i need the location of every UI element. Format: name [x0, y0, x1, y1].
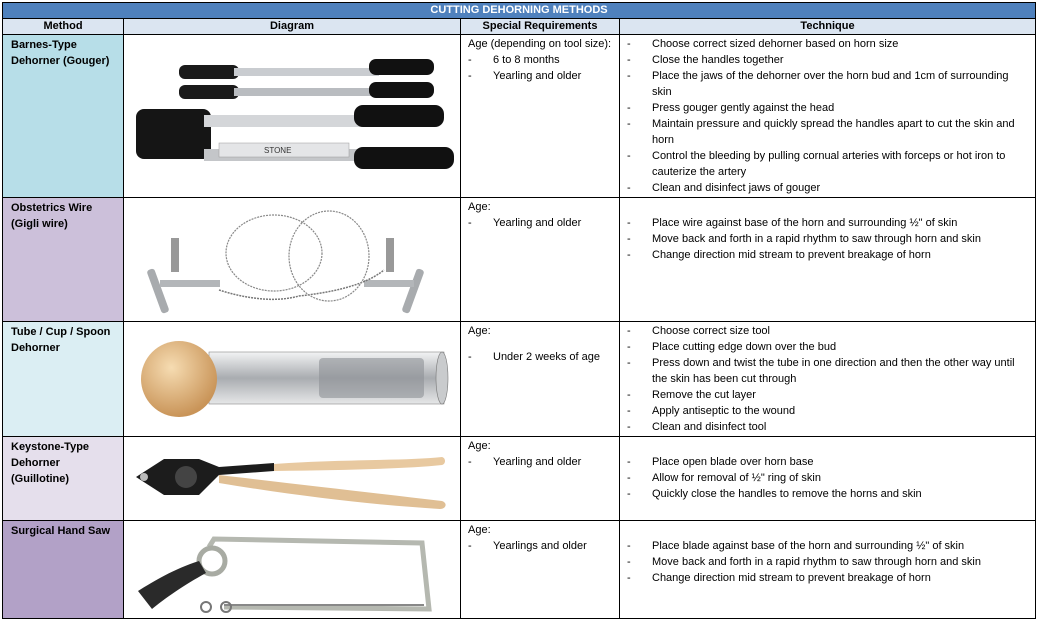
tube-dehorner-image: [124, 322, 461, 437]
requirements-cell: [461, 322, 620, 437]
keystone-dehorner-image: [124, 437, 461, 521]
method-cell: Barnes-Type Dehorner (Gouger): [3, 35, 124, 198]
technique-item: - Quickly close the handles to remove the horns and skin: [627, 488, 922, 500]
method-cell: Keystone-Type Dehorner (Guillotine): [3, 437, 124, 521]
technique-item: - Place blade against base of the horn and surrounding ½" of skin: [627, 540, 965, 552]
technique-item: - Move back and forth in a rapid rhythm to saw through horn and skin: [627, 556, 981, 568]
req-item: - Yearling and older: [468, 70, 582, 82]
header-method: Method: [3, 19, 124, 35]
technique-cell: [620, 437, 1036, 521]
table-row: [3, 437, 1036, 521]
technique-item: - Control the bleeding by pulling cornual arteries with forceps or hot iron to cauterize the artery: [627, 150, 1006, 178]
technique-item: - Choose correct size tool: [627, 325, 770, 337]
table-row: [3, 521, 1036, 619]
technique-item: - Press gouger gently against the head: [627, 102, 835, 114]
method-cell: Tube / Cup / Spoon Dehorner: [3, 322, 124, 437]
req-item: - 6 to 8 months: [468, 54, 560, 66]
table-row: [3, 198, 1036, 322]
table-title: CUTTING DEHORNING METHODS: [3, 3, 1036, 19]
req-label: Age:: [468, 440, 491, 452]
diagram-cell: [124, 521, 461, 619]
header-row: [3, 19, 1036, 35]
req-label: Age:: [468, 201, 491, 213]
technique-cell: [620, 35, 1036, 198]
technique-item: - Apply antiseptic to the wound: [627, 405, 796, 417]
header-technique: Technique: [620, 19, 1036, 35]
diagram-cell: [124, 322, 461, 437]
req-item: - Yearlings and older: [468, 540, 587, 552]
technique-item: - Place the jaws of the dehorner over the horn bud and 1cm of surrounding skin: [627, 70, 1009, 98]
requirements-cell: [461, 35, 620, 198]
technique-item: - Close the handles together: [627, 54, 784, 66]
technique-item: - Allow for removal of ½" ring of skin: [627, 472, 821, 484]
stone-label: STONE: [264, 146, 292, 155]
technique-cell: [620, 198, 1036, 322]
technique-item: - Place wire against base of the horn and surrounding ½" of skin: [627, 217, 958, 229]
technique-item: - Maintain pressure and quickly spread the handles apart to cut the skin and horn: [627, 118, 1015, 146]
technique-item: - Place open blade over horn base: [627, 456, 814, 468]
req-item: - Yearling and older: [468, 456, 582, 468]
requirements-cell: [461, 521, 620, 619]
requirements-cell: [461, 437, 620, 521]
req-label: Age:: [468, 325, 491, 337]
technique-item: - Choose correct sized dehorner based on horn size: [627, 38, 899, 50]
technique-item: - Clean and disinfect tool: [627, 421, 767, 433]
diagram-cell: [124, 437, 461, 521]
hand-saw-image: [124, 521, 461, 619]
technique-item: - Place cutting edge down over the bud: [627, 341, 837, 353]
technique-item: - Press down and twist the tube in one direction and then the other way until the skin has been cut through: [627, 357, 1015, 385]
technique-cell: [620, 322, 1036, 437]
barnes-dehorner-image: [124, 35, 461, 198]
dehorning-table: [2, 2, 1036, 619]
diagram-cell: [124, 35, 461, 198]
method-cell: Surgical Hand Saw: [3, 521, 124, 619]
table-title-row: [3, 3, 1036, 19]
technique-item: - Change direction mid stream to prevent breakage of horn: [627, 249, 931, 261]
req-item: - Yearling and older: [468, 217, 582, 229]
table-row: [3, 35, 1036, 198]
technique-item: - Clean and disinfect jaws of gouger: [627, 182, 821, 194]
technique-item: - Move back and forth in a rapid rhythm to saw through horn and skin: [627, 233, 981, 245]
method-cell: Obstetrics Wire (Gigli wire): [3, 198, 124, 322]
header-requirements: Special Requirements: [461, 19, 620, 35]
technique-item: - Remove the cut layer: [627, 389, 756, 401]
req-label: Age:: [468, 524, 491, 536]
req-item: - Under 2 weeks of age: [468, 351, 601, 363]
technique-cell: [620, 521, 1036, 619]
diagram-cell: [124, 198, 461, 322]
table-row: [3, 322, 1036, 437]
header-diagram: Diagram: [124, 19, 461, 35]
gigli-wire-image: [124, 198, 461, 322]
technique-item: - Change direction mid stream to prevent breakage of horn: [627, 572, 931, 584]
req-label: Age (depending on tool size):: [468, 38, 612, 50]
requirements-cell: [461, 198, 620, 322]
